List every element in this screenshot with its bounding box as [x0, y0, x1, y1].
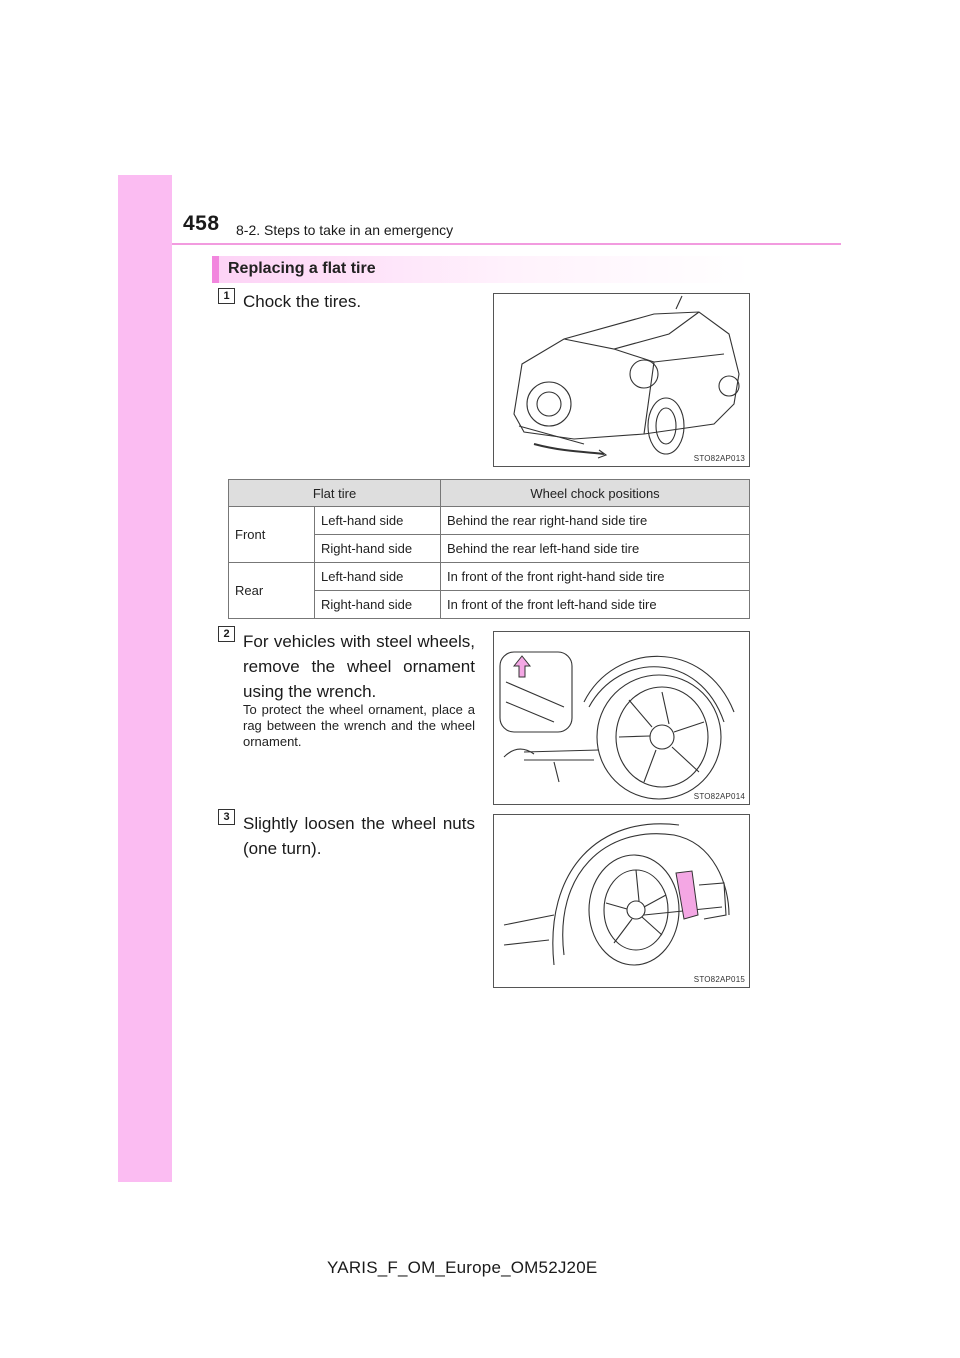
- table-cell-position: In front of the front right-hand side tire: [441, 563, 750, 591]
- table-cell-side: Left-hand side: [315, 507, 441, 535]
- step-number-2: 2: [218, 626, 235, 642]
- illustration-code: STO82AP014: [693, 792, 745, 801]
- step-2-text: For vehicles with steel wheels, remove the wheel ornament using the wrench.: [243, 632, 475, 701]
- wheel-chock-table: [228, 479, 750, 619]
- table-cell-position: Behind the rear left-hand side tire: [441, 535, 750, 563]
- table-cell-position: In front of the front left-hand side tire: [441, 591, 750, 619]
- illustration-code: STO82AP013: [693, 454, 745, 463]
- illustration-loosen-nuts: [493, 814, 750, 988]
- footer-doc-id: YARIS_F_OM_Europe_OM52J20E: [327, 1258, 598, 1277]
- topic-banner: [212, 256, 750, 283]
- table-row: [229, 563, 750, 591]
- wheel-ornament-drawing: [494, 632, 751, 806]
- side-tab-strip: [118, 175, 172, 1182]
- page-number: 458: [183, 212, 220, 235]
- illustration-chock-tires: [493, 293, 750, 467]
- section-title: 8-2. Steps to take in an emergency: [236, 222, 454, 238]
- step-3-text: Slightly loosen the wheel nuts (one turn).: [243, 814, 475, 858]
- table-cell-side: Left-hand side: [315, 563, 441, 591]
- header-divider: [172, 243, 841, 245]
- table-cell-position: Behind the rear right-hand side tire: [441, 507, 750, 535]
- table-row: [229, 507, 750, 535]
- wheel-nuts-drawing: [494, 815, 751, 989]
- topic-banner-title: Replacing a flat tire: [228, 260, 376, 277]
- step-2-note: To protect the wheel ornament, place a rag between the wrench and the wheel ornament.: [243, 702, 475, 749]
- table-header-row: [229, 480, 750, 507]
- step-number-1: 1: [218, 288, 235, 304]
- step-number-3: 3: [218, 809, 235, 825]
- car-chock-drawing: [494, 294, 751, 468]
- table-group-label: Front: [229, 507, 315, 563]
- table-header-chock-positions: Wheel chock positions: [441, 480, 750, 507]
- table-cell-side: Right-hand side: [315, 535, 441, 563]
- illustration-remove-ornament: [493, 631, 750, 805]
- table-group-label: Rear: [229, 563, 315, 619]
- table-cell-side: Right-hand side: [315, 591, 441, 619]
- table-header-flat-tire: Flat tire: [229, 480, 441, 507]
- illustration-code: STO82AP015: [693, 975, 745, 984]
- step-1-text: Chock the tires.: [243, 292, 362, 311]
